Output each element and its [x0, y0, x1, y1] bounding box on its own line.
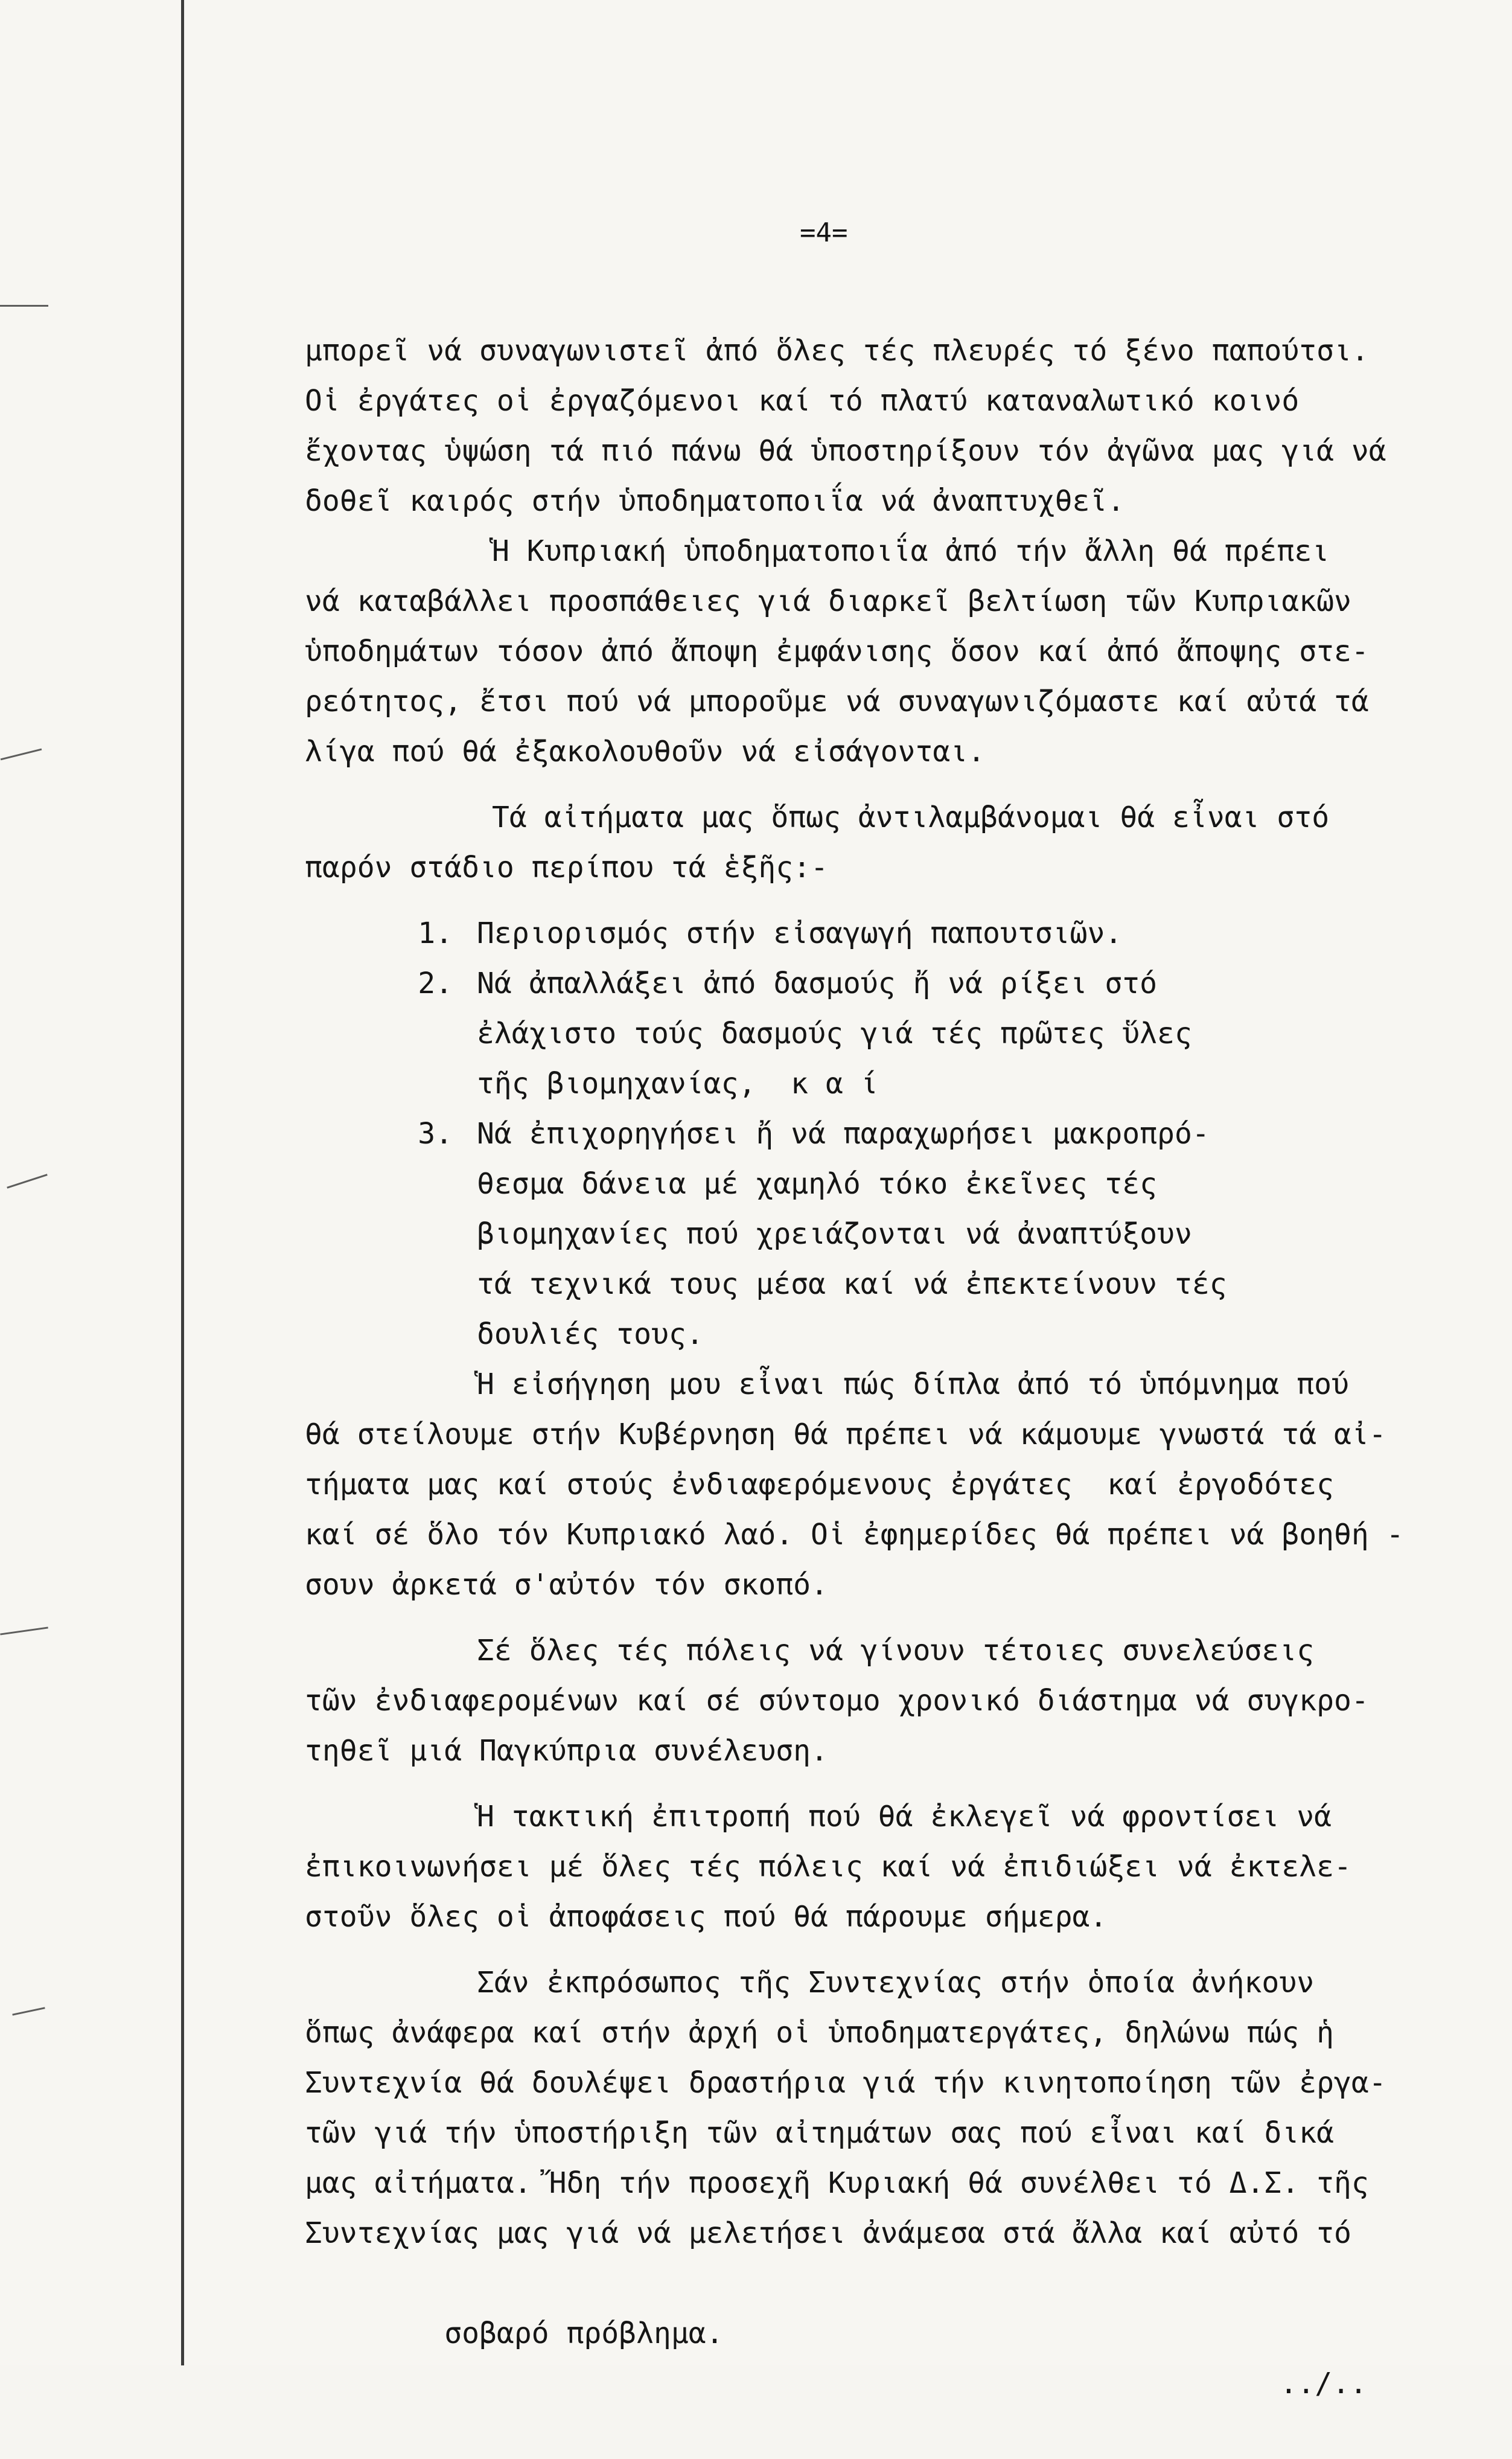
text-line-start: σοβαρό πρόβλημα.: [444, 2317, 724, 2350]
paragraph: [305, 793, 1440, 893]
text-line: ρεότητος, ἔτσι πού νά μποροῦμε νά συναγωνιζόμαστε καί αὐτά τά: [305, 685, 1369, 718]
text-line: [305, 2259, 1440, 2400]
text-line: τῶν ἐνδιαφερομένων καί σέ σύντομο χρονικό διάστημα νά συγκρο-: [305, 1684, 1369, 1718]
margin-rule: [181, 0, 184, 2365]
text-line: Ἡ τακτική ἐπιτροπή πού θά ἐκλεγεῖ νά φροντίσει νά: [477, 1800, 1332, 1834]
text-line: ὑποδημάτων τόσον ἀπό ἄποψη ἐμφάνισης ὅσον καί ἀπό ἄποψης στε-: [305, 635, 1369, 668]
text-line: Περιορισμός στήν εἰσαγωγή παπουτσιῶν.: [477, 916, 1123, 950]
text-line: Τά αἰτήματα μας ὅπως ἀντιλαμβάνομαι θά εἶναι στό: [492, 801, 1330, 834]
text-line: τήματα μας καί στούς ἐνδιαφερόμενους ἐργάτες καί ἐργοδότες: [305, 1468, 1335, 1501]
page-number: =4=: [800, 217, 848, 248]
binding-mark: [0, 305, 48, 307]
binding-mark: [1, 749, 42, 761]
list-item: [305, 909, 1440, 959]
list-item: [305, 1109, 1440, 1360]
paragraph: [305, 1958, 1440, 2400]
continuation-mark: ../..: [1280, 2367, 1367, 2400]
binding-mark: [12, 2007, 45, 2015]
text-line: μας αἰτήματα. Ἤδη τήν προσεχῆ Κυριακή θά συνέλθει τό Δ.Σ. τῆς: [305, 2166, 1369, 2200]
text-line: καί σέ ὅλο τόν Κυπριακό λαό. Οἱ ἐφημερίδες θά πρέπει νά βοηθή -: [305, 1518, 1404, 1552]
text-line: τῆς βιομηχανίας, κ α ί: [477, 1067, 878, 1101]
text-line: νά καταβάλλει προσπάθειες γιά διαρκεῖ βελτίωση τῶν Κυπριακῶν: [305, 584, 1351, 618]
text-line: ὅπως ἀνάφερα καί στήν ἀρχή οἱ ὑποδηματεργάτες, δηλώνω πώς ἡ: [305, 2016, 1335, 2050]
binding-mark: [7, 1174, 48, 1188]
text-line: Οἱ ἐργάτες οἱ ἐργαζόμενοι καί τό πλατύ καταναλωτικό κοινό: [305, 384, 1300, 418]
paragraph: [305, 1792, 1440, 1942]
list-item: [305, 959, 1440, 1109]
text-line: βιομηχανίες πού χρειάζονται νά ἀναπτύξουν: [477, 1217, 1192, 1251]
text-line: θεσμα δάνεια μέ χαμηλό τόκο ἐκεῖνες τές: [477, 1167, 1158, 1201]
text-line: μπορεῖ νά συναγωνιστεῖ ἀπό ὅλες τές πλευρές τό ξένο παπούτσι.: [305, 334, 1369, 368]
text-line: τῶν γιά τήν ὑποστήριξη τῶν αἰτημάτων σας πού εἶναι καί δικά: [305, 2116, 1335, 2150]
text-line: δοθεῖ καιρός στήν ὑποδηματοποιΐα νά ἀναπτυχθεῖ.: [305, 484, 1125, 518]
text-line: ἔχοντας ὑψώση τά πιό πάνω θά ὑποστηρίξουν τόν ἀγῶνα μας γιά νά: [305, 434, 1386, 468]
text-line: Νά ἐπιχορηγήσει ἤ νά παραχωρήσει μακροπρό-: [477, 1117, 1210, 1151]
list-number: 3.: [418, 1117, 453, 1151]
text-line: παρόν στάδιο περίπου τά ἑξῆς:-: [305, 851, 828, 884]
list-number: 1.: [418, 916, 453, 950]
list-number: 2.: [418, 967, 453, 1000]
text-line: τηθεῖ μιά Παγκύπρια συνέλευση.: [305, 1734, 828, 1768]
binding-mark: [0, 1626, 48, 1635]
demands-list: [305, 909, 1440, 1360]
text-line: θά στείλουμε στήν Κυβέρνηση θά πρέπει νά κάμουμε γνωστά τά αἰ-: [305, 1418, 1386, 1451]
paragraph: [305, 326, 1440, 526]
text-line: Ἡ Κυπριακή ὑποδηματοποιΐα ἀπό τήν ἄλλη θά πρέπει: [492, 534, 1330, 568]
document-body: [305, 326, 1440, 2400]
text-line: Συντεχνίας μας γιά νά μελετήσει ἀνάμεσα στά ἄλλα καί αὐτό τό: [305, 2216, 1351, 2250]
text-line: Σάν ἐκπρόσωπος τῆς Συντεχνίας στήν ὁποία ἀνήκουν: [477, 1966, 1315, 2000]
text-line: στοῦν ὅλες οἱ ἀποφάσεις πού θά πάρουμε σήμερα.: [305, 1900, 1108, 1934]
text-line: Νά ἀπαλλάξει ἀπό δασμούς ἤ νά ρίξει στό: [477, 967, 1158, 1000]
text-line: λίγα πού θά ἐξακολουθοῦν νά εἰσάγονται.: [305, 735, 986, 769]
paragraph: [305, 1360, 1440, 1610]
paragraph: [305, 526, 1440, 777]
text-line: τά τεχνικά τους μέσα καί νά ἐπεκτείνουν τές: [477, 1267, 1227, 1301]
text-line: ἐλάχιστο τούς δασμούς γιά τές πρῶτες ὕλες: [477, 1017, 1192, 1050]
text-line: δουλιές τους.: [477, 1317, 704, 1351]
paragraph: [305, 1626, 1440, 1776]
text-line: Σέ ὅλες τές πόλεις νά γίνουν τέτοιες συνελεύσεις: [477, 1634, 1315, 1668]
text-line: ἐπικοινωνήσει μέ ὅλες τές πόλεις καί νά ἐπιδιώξει νά ἐκτελε-: [305, 1850, 1351, 1884]
text-line: Ἡ εἰσήγηση μου εἶναι πώς δίπλα ἀπό τό ὑπόμνημα πού: [477, 1367, 1349, 1401]
text-line: Συντεχνία θά δουλέψει δραστήρια γιά τήν κινητοποίηση τῶν ἐργα-: [305, 2066, 1386, 2100]
text-line: σουν ἀρκετά σ'αὐτόν τόν σκοπό.: [305, 1568, 828, 1602]
